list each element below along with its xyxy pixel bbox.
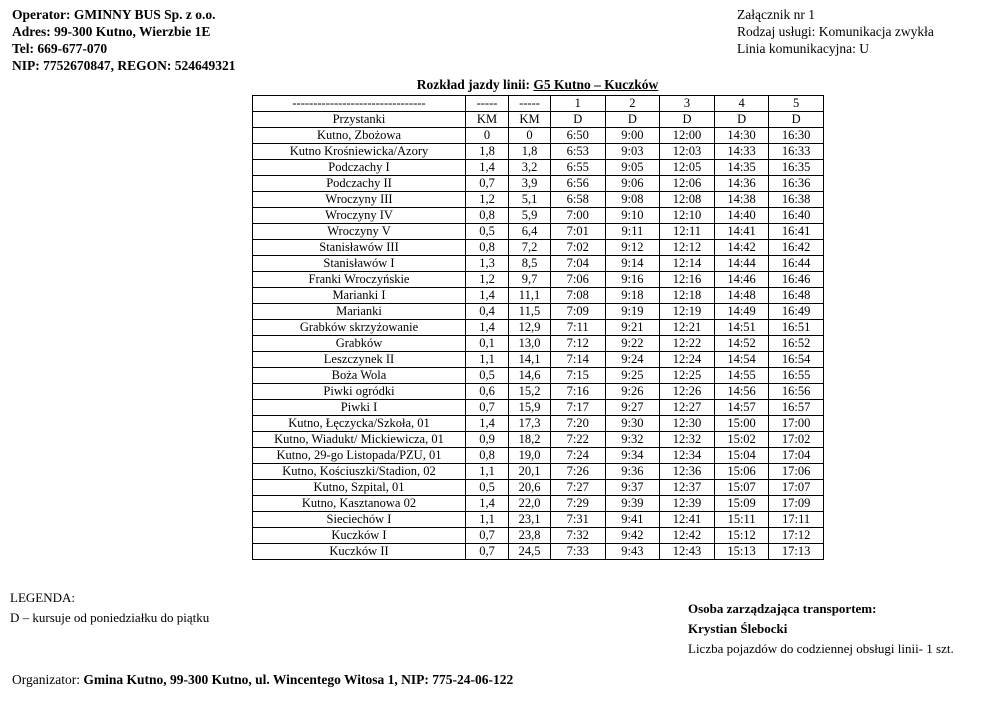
km-cell: 12,9 — [509, 320, 551, 336]
time-cell: 9:36 — [605, 464, 660, 480]
time-cell: 14:42 — [714, 240, 769, 256]
time-cell: 12:06 — [660, 176, 715, 192]
stop-name-cell: Kutno, Zbożowa — [253, 128, 466, 144]
table-row — [253, 544, 824, 560]
km-cell: 1,8 — [466, 144, 509, 160]
time-cell: 16:49 — [769, 304, 824, 320]
time-cell: 14:30 — [714, 128, 769, 144]
stop-name-cell: Grabków — [253, 336, 466, 352]
time-cell: 12:32 — [660, 432, 715, 448]
table-row — [253, 240, 824, 256]
time-cell: 14:49 — [714, 304, 769, 320]
km-cell: 0,5 — [466, 368, 509, 384]
time-cell: 16:57 — [769, 400, 824, 416]
time-cell: 9:42 — [605, 528, 660, 544]
km-cell: 1,4 — [466, 416, 509, 432]
km-cell: 20,1 — [509, 464, 551, 480]
table-row — [253, 272, 824, 288]
time-cell: 9:18 — [605, 288, 660, 304]
km-cell: 20,6 — [509, 480, 551, 496]
time-cell: 16:38 — [769, 192, 824, 208]
time-cell: 9:10 — [605, 208, 660, 224]
time-cell: 14:55 — [714, 368, 769, 384]
day-code-cell: D — [714, 112, 769, 128]
km-cell: 7,2 — [509, 240, 551, 256]
time-cell: 15:07 — [714, 480, 769, 496]
nip-regon-line: NIP: 7752670847, REGON: 524649321 — [12, 58, 236, 73]
day-code-cell: D — [660, 112, 715, 128]
time-cell: 7:33 — [551, 544, 606, 560]
time-cell: 9:05 — [605, 160, 660, 176]
time-cell: 9:08 — [605, 192, 660, 208]
table-row — [253, 352, 824, 368]
km-cell: 15,2 — [509, 384, 551, 400]
stop-name-cell: Grabków skrzyżowanie — [253, 320, 466, 336]
stop-name-cell: Marianki — [253, 304, 466, 320]
time-cell: 9:22 — [605, 336, 660, 352]
time-cell: 15:09 — [714, 496, 769, 512]
stop-name-cell: Piwki ogródki — [253, 384, 466, 400]
time-cell: 17:09 — [769, 496, 824, 512]
time-cell: 16:41 — [769, 224, 824, 240]
km-cell: 14,6 — [509, 368, 551, 384]
time-cell: 12:19 — [660, 304, 715, 320]
time-cell: 12:14 — [660, 256, 715, 272]
time-cell: 17:07 — [769, 480, 824, 496]
table-row — [253, 512, 824, 528]
time-cell: 16:33 — [769, 144, 824, 160]
time-cell: 7:11 — [551, 320, 606, 336]
time-cell: 14:35 — [714, 160, 769, 176]
table-row — [253, 208, 824, 224]
km-cell: 0,8 — [466, 240, 509, 256]
time-cell: 12:05 — [660, 160, 715, 176]
time-cell: 14:48 — [714, 288, 769, 304]
manager-name: Krystian Ślebocki — [688, 621, 788, 636]
stop-name-cell: Wroczyny IV — [253, 208, 466, 224]
time-cell: 14:57 — [714, 400, 769, 416]
time-cell: 9:12 — [605, 240, 660, 256]
time-cell: 7:02 — [551, 240, 606, 256]
fleet-note: Liczba pojazdów do codziennej obsługi linii- 1 szt. — [688, 641, 954, 656]
km-cell: 5,1 — [509, 192, 551, 208]
day-code-cell: D — [605, 112, 660, 128]
time-cell: 9:24 — [605, 352, 660, 368]
time-cell: 6:55 — [551, 160, 606, 176]
timetable-body — [253, 128, 824, 560]
time-cell: 7:01 — [551, 224, 606, 240]
table-row — [253, 176, 824, 192]
dash-cell: ----- — [466, 96, 509, 112]
stop-name-cell: Kutno, Szpital, 01 — [253, 480, 466, 496]
timetable — [252, 95, 824, 560]
stop-name-cell: Kutno, 29-go Listopada/PZU, 01 — [253, 448, 466, 464]
time-cell: 7:20 — [551, 416, 606, 432]
km-cell: 0,8 — [466, 208, 509, 224]
time-cell: 9:43 — [605, 544, 660, 560]
time-cell: 9:00 — [605, 128, 660, 144]
time-cell: 16:46 — [769, 272, 824, 288]
time-cell: 7:22 — [551, 432, 606, 448]
stop-name-cell: Kuczków II — [253, 544, 466, 560]
time-cell: 12:37 — [660, 480, 715, 496]
km-cell: 13,0 — [509, 336, 551, 352]
time-cell: 14:33 — [714, 144, 769, 160]
time-cell: 9:30 — [605, 416, 660, 432]
course-number-cell: 3 — [660, 96, 715, 112]
time-cell: 14:40 — [714, 208, 769, 224]
time-cell: 12:26 — [660, 384, 715, 400]
time-cell: 9:14 — [605, 256, 660, 272]
time-cell: 7:27 — [551, 480, 606, 496]
time-cell: 9:06 — [605, 176, 660, 192]
time-cell: 9:19 — [605, 304, 660, 320]
manager-heading: Osoba zarządzająca transportem: — [688, 601, 877, 616]
time-cell: 16:56 — [769, 384, 824, 400]
time-cell: 12:16 — [660, 272, 715, 288]
time-cell: 12:21 — [660, 320, 715, 336]
time-cell: 16:44 — [769, 256, 824, 272]
time-cell: 12:11 — [660, 224, 715, 240]
table-row — [253, 384, 824, 400]
km-cell: 0,8 — [466, 448, 509, 464]
time-cell: 7:09 — [551, 304, 606, 320]
timetable-title — [252, 77, 823, 93]
legend-block — [10, 588, 209, 628]
km-cell: 0 — [466, 128, 509, 144]
time-cell: 9:39 — [605, 496, 660, 512]
time-cell: 16:40 — [769, 208, 824, 224]
km-cell: 0,7 — [466, 400, 509, 416]
column-header-row — [253, 112, 824, 128]
stop-name-cell: Boża Wola — [253, 368, 466, 384]
stop-name-cell: Kutno, Wiadukt/ Mickiewicza, 01 — [253, 432, 466, 448]
line-code-line: Linia komunikacyjna: U — [737, 41, 869, 56]
time-cell: 12:25 — [660, 368, 715, 384]
attachment-number-line: Załącznik nr 1 — [737, 7, 815, 22]
time-cell: 16:54 — [769, 352, 824, 368]
time-cell: 16:51 — [769, 320, 824, 336]
time-cell: 15:11 — [714, 512, 769, 528]
km-cell: 8,5 — [509, 256, 551, 272]
timetable-container — [252, 95, 823, 560]
km-cell: 3,9 — [509, 176, 551, 192]
time-cell: 9:27 — [605, 400, 660, 416]
time-cell: 14:54 — [714, 352, 769, 368]
time-cell: 9:03 — [605, 144, 660, 160]
time-cell: 9:26 — [605, 384, 660, 400]
time-cell: 7:17 — [551, 400, 606, 416]
km-cell: 5,9 — [509, 208, 551, 224]
km-cell: 17,3 — [509, 416, 551, 432]
km-cell: 3,2 — [509, 160, 551, 176]
time-cell: 14:44 — [714, 256, 769, 272]
course-number-cell: 1 — [551, 96, 606, 112]
time-cell: 7:32 — [551, 528, 606, 544]
time-cell: 16:35 — [769, 160, 824, 176]
table-row — [253, 400, 824, 416]
operator-line: Operator: GMINNY BUS Sp. z o.o. — [12, 7, 216, 22]
km-cell: 1,4 — [466, 160, 509, 176]
km-cell: 11,5 — [509, 304, 551, 320]
km-cell: 14,1 — [509, 352, 551, 368]
km-cell: 1,1 — [466, 512, 509, 528]
table-row — [253, 464, 824, 480]
km-cell: 0 — [509, 128, 551, 144]
time-cell: 14:41 — [714, 224, 769, 240]
dashes-row — [253, 96, 824, 112]
km-cell: 0,4 — [466, 304, 509, 320]
time-cell: 15:04 — [714, 448, 769, 464]
time-cell: 9:34 — [605, 448, 660, 464]
table-row — [253, 304, 824, 320]
table-row — [253, 224, 824, 240]
stop-name-cell: Podczachy I — [253, 160, 466, 176]
timetable-title-prefix: Rozkład jazdy linii: — [416, 77, 534, 92]
km-header-cell: KM — [509, 112, 551, 128]
km-cell: 0,1 — [466, 336, 509, 352]
stop-name-cell: Kutno, Łęczycka/Szkoła, 01 — [253, 416, 466, 432]
time-cell: 12:30 — [660, 416, 715, 432]
km-cell: 18,2 — [509, 432, 551, 448]
stop-name-cell: Wroczyny III — [253, 192, 466, 208]
stop-name-cell: Kutno, Kasztanowa 02 — [253, 496, 466, 512]
time-cell: 12:18 — [660, 288, 715, 304]
stop-name-cell: Wroczyny V — [253, 224, 466, 240]
time-cell: 9:21 — [605, 320, 660, 336]
dash-cell: -------------------------------- — [253, 96, 466, 112]
phone-line: Tel: 669-677-070 — [12, 41, 108, 56]
operator-info-block — [12, 6, 236, 74]
time-cell: 7:24 — [551, 448, 606, 464]
time-cell: 7:04 — [551, 256, 606, 272]
time-cell: 6:53 — [551, 144, 606, 160]
time-cell: 17:13 — [769, 544, 824, 560]
time-cell: 9:41 — [605, 512, 660, 528]
table-row — [253, 128, 824, 144]
time-cell: 16:48 — [769, 288, 824, 304]
organizer-label: Organizator: — [12, 672, 84, 687]
time-cell: 14:52 — [714, 336, 769, 352]
day-code-cell: D — [769, 112, 824, 128]
km-cell: 6,4 — [509, 224, 551, 240]
time-cell: 6:56 — [551, 176, 606, 192]
time-cell: 16:52 — [769, 336, 824, 352]
time-cell: 17:12 — [769, 528, 824, 544]
stop-name-cell: Kutno, Kościuszki/Stadion, 02 — [253, 464, 466, 480]
time-cell: 15:02 — [714, 432, 769, 448]
km-cell: 1,2 — [466, 272, 509, 288]
km-cell: 1,4 — [466, 320, 509, 336]
km-cell: 0,7 — [466, 544, 509, 560]
km-cell: 0,5 — [466, 224, 509, 240]
time-cell: 7:12 — [551, 336, 606, 352]
km-cell: 24,5 — [509, 544, 551, 560]
km-cell: 22,0 — [509, 496, 551, 512]
km-cell: 1,1 — [466, 352, 509, 368]
table-row — [253, 256, 824, 272]
time-cell: 12:39 — [660, 496, 715, 512]
km-cell: 15,9 — [509, 400, 551, 416]
time-cell: 7:06 — [551, 272, 606, 288]
time-cell: 17:04 — [769, 448, 824, 464]
table-row — [253, 288, 824, 304]
km-cell: 0,5 — [466, 480, 509, 496]
time-cell: 15:12 — [714, 528, 769, 544]
time-cell: 7:29 — [551, 496, 606, 512]
time-cell: 16:30 — [769, 128, 824, 144]
legend-entry: D – kursuje od poniedziałku do piątku — [10, 610, 210, 625]
stop-name-cell: Sieciechów I — [253, 512, 466, 528]
time-cell: 16:42 — [769, 240, 824, 256]
course-number-cell: 2 — [605, 96, 660, 112]
time-cell: 12:00 — [660, 128, 715, 144]
time-cell: 16:55 — [769, 368, 824, 384]
time-cell: 12:22 — [660, 336, 715, 352]
time-cell: 14:46 — [714, 272, 769, 288]
time-cell: 17:06 — [769, 464, 824, 480]
time-cell: 9:25 — [605, 368, 660, 384]
time-cell: 7:00 — [551, 208, 606, 224]
km-cell: 0,9 — [466, 432, 509, 448]
time-cell: 17:00 — [769, 416, 824, 432]
table-row — [253, 416, 824, 432]
legend-title: LEGENDA: — [10, 590, 75, 605]
stop-name-cell: Marianki I — [253, 288, 466, 304]
stop-name-cell: Kuczków I — [253, 528, 466, 544]
time-cell: 9:37 — [605, 480, 660, 496]
table-row — [253, 448, 824, 464]
course-number-cell: 4 — [714, 96, 769, 112]
stop-name-cell: Piwki I — [253, 400, 466, 416]
stop-name-cell: Franki Wroczyńskie — [253, 272, 466, 288]
time-cell: 15:00 — [714, 416, 769, 432]
time-cell: 14:51 — [714, 320, 769, 336]
timetable-title-line-name: G5 Kutno – Kuczków — [533, 77, 659, 92]
table-row — [253, 336, 824, 352]
time-cell: 17:02 — [769, 432, 824, 448]
time-cell: 9:16 — [605, 272, 660, 288]
table-row — [253, 160, 824, 176]
time-cell: 14:56 — [714, 384, 769, 400]
time-cell: 12:10 — [660, 208, 715, 224]
time-cell: 7:31 — [551, 512, 606, 528]
transport-manager-block — [688, 599, 954, 659]
km-cell: 19,0 — [509, 448, 551, 464]
time-cell: 12:27 — [660, 400, 715, 416]
time-cell: 17:11 — [769, 512, 824, 528]
attachment-info-block — [737, 6, 934, 57]
km-cell: 1,8 — [509, 144, 551, 160]
km-cell: 1,2 — [466, 192, 509, 208]
table-row — [253, 480, 824, 496]
time-cell: 15:13 — [714, 544, 769, 560]
km-cell: 0,7 — [466, 528, 509, 544]
stop-name-cell: Podczachy II — [253, 176, 466, 192]
stop-name-cell: Leszczynek II — [253, 352, 466, 368]
time-cell: 12:03 — [660, 144, 715, 160]
time-cell: 12:41 — [660, 512, 715, 528]
time-cell: 12:34 — [660, 448, 715, 464]
time-cell: 7:15 — [551, 368, 606, 384]
table-row — [253, 368, 824, 384]
km-cell: 0,7 — [466, 176, 509, 192]
time-cell: 7:14 — [551, 352, 606, 368]
time-cell: 6:58 — [551, 192, 606, 208]
time-cell: 12:08 — [660, 192, 715, 208]
time-cell: 14:36 — [714, 176, 769, 192]
time-cell: 12:36 — [660, 464, 715, 480]
time-cell: 14:38 — [714, 192, 769, 208]
time-cell: 12:12 — [660, 240, 715, 256]
time-cell: 7:26 — [551, 464, 606, 480]
km-header-cell: KM — [466, 112, 509, 128]
stop-name-cell: Stanisławów I — [253, 256, 466, 272]
service-type-line: Rodzaj usługi: Komunikacja zwykła — [737, 24, 934, 39]
time-cell: 9:11 — [605, 224, 660, 240]
km-cell: 1,4 — [466, 288, 509, 304]
address-line: Adres: 99-300 Kutno, Wierzbie 1E — [12, 24, 211, 39]
time-cell: 15:06 — [714, 464, 769, 480]
time-cell: 12:24 — [660, 352, 715, 368]
km-cell: 0,6 — [466, 384, 509, 400]
time-cell: 16:36 — [769, 176, 824, 192]
course-number-cell: 5 — [769, 96, 824, 112]
time-cell: 7:08 — [551, 288, 606, 304]
table-row — [253, 528, 824, 544]
km-cell: 11,1 — [509, 288, 551, 304]
km-cell: 1,4 — [466, 496, 509, 512]
km-cell: 23,1 — [509, 512, 551, 528]
dash-cell: ----- — [509, 96, 551, 112]
km-cell: 23,8 — [509, 528, 551, 544]
organizer-value: Gmina Kutno, 99-300 Kutno, ul. Wincentego Witosa 1, NIP: 775-24-06-122 — [83, 672, 514, 687]
km-cell: 9,7 — [509, 272, 551, 288]
stops-header-cell: Przystanki — [253, 112, 466, 128]
km-cell: 1,3 — [466, 256, 509, 272]
organizer-footer — [12, 672, 513, 688]
km-cell: 1,1 — [466, 464, 509, 480]
table-row — [253, 192, 824, 208]
time-cell: 6:50 — [551, 128, 606, 144]
time-cell: 9:32 — [605, 432, 660, 448]
table-row — [253, 432, 824, 448]
day-code-cell: D — [551, 112, 606, 128]
stop-name-cell: Stanisławów III — [253, 240, 466, 256]
table-row — [253, 320, 824, 336]
stop-name-cell: Kutno Krośniewicka/Azory — [253, 144, 466, 160]
table-row — [253, 496, 824, 512]
table-row — [253, 144, 824, 160]
time-cell: 7:16 — [551, 384, 606, 400]
time-cell: 12:42 — [660, 528, 715, 544]
time-cell: 12:43 — [660, 544, 715, 560]
